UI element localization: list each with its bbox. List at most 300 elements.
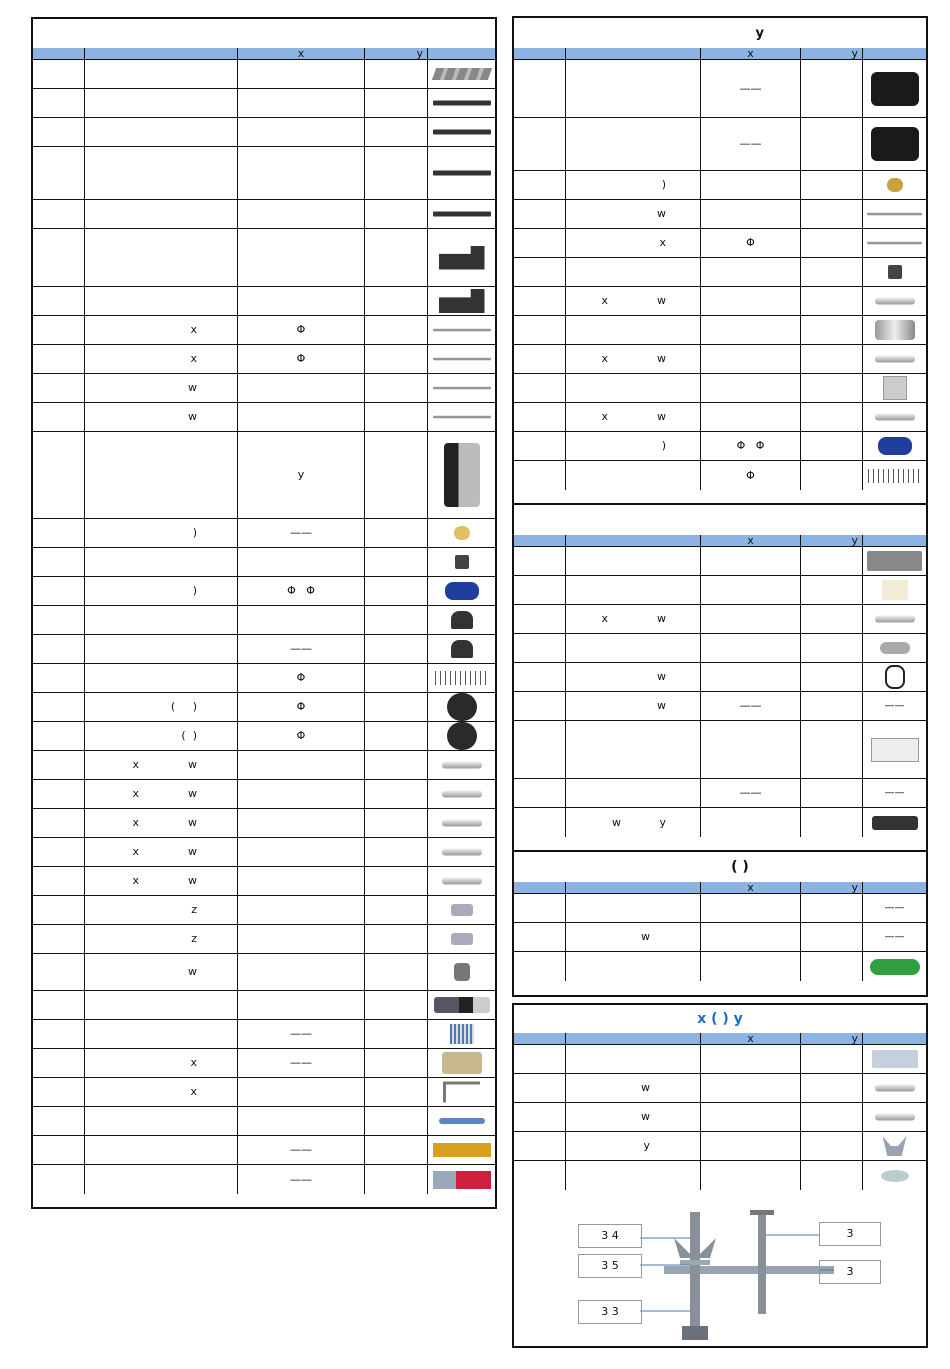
table-row xyxy=(514,692,926,721)
right_laser-header-cell xyxy=(701,882,801,893)
table-cell xyxy=(801,808,863,837)
table-cell xyxy=(801,779,863,807)
table-cell xyxy=(514,374,566,402)
left_table-header-cell xyxy=(428,48,495,59)
table-cell xyxy=(863,547,926,575)
table-row xyxy=(33,1107,495,1136)
table-cell xyxy=(566,952,701,981)
table-cell xyxy=(33,780,85,808)
table-cell xyxy=(238,896,365,924)
table-row xyxy=(514,287,926,316)
table-cell xyxy=(85,693,238,721)
table-cell xyxy=(701,721,801,778)
part-name: y xyxy=(643,1139,650,1152)
table-cell xyxy=(863,779,926,807)
table-cell xyxy=(238,925,365,953)
table-cell xyxy=(514,118,566,170)
part-spec: —— xyxy=(290,1056,312,1069)
table-cell xyxy=(801,287,863,315)
header-spec-label: x xyxy=(747,1033,754,1044)
table-cell xyxy=(238,200,365,228)
slot-plate-icon xyxy=(867,1050,922,1068)
right_top-header-cell xyxy=(514,48,566,59)
table-cell xyxy=(428,838,495,866)
table-cell xyxy=(566,258,701,286)
table-cell xyxy=(428,1136,495,1164)
table-row xyxy=(33,838,495,867)
table-cell xyxy=(428,664,495,692)
table-cell xyxy=(85,229,238,286)
part-name: x w xyxy=(132,758,197,771)
table-row xyxy=(514,1161,926,1190)
table-cell xyxy=(701,345,801,373)
table-cell xyxy=(863,258,926,286)
table-cell xyxy=(863,605,926,633)
table-cell xyxy=(428,954,495,990)
screw-icon xyxy=(867,298,922,305)
bits-icon xyxy=(432,1024,491,1044)
table-cell xyxy=(365,838,428,866)
table-cell xyxy=(801,721,863,778)
table-row xyxy=(514,171,926,200)
table-cell xyxy=(365,991,428,1019)
table-cell xyxy=(566,576,701,604)
table-cell xyxy=(428,374,495,402)
table-cell xyxy=(33,229,85,286)
table-cell xyxy=(33,519,85,547)
table-cell xyxy=(85,1107,238,1135)
part-name: x xyxy=(190,323,197,336)
profile-bar-icon xyxy=(432,101,491,106)
table-cell xyxy=(85,722,238,750)
table-cell xyxy=(701,287,801,315)
table-cell xyxy=(33,664,85,692)
screw-icon xyxy=(432,849,491,856)
part-name: ( ) xyxy=(181,729,197,742)
table-cell xyxy=(566,1103,701,1131)
part-name: x xyxy=(190,1085,197,1098)
part-name: w xyxy=(188,410,197,423)
table-cell xyxy=(863,200,926,228)
table-cell xyxy=(701,1161,801,1190)
part-name: z xyxy=(191,932,197,945)
table-cell xyxy=(365,780,428,808)
table-cell xyxy=(238,751,365,779)
table-cell xyxy=(428,896,495,924)
right-electronics-table xyxy=(512,503,928,852)
right_top-header-cell xyxy=(701,48,801,59)
screw-icon xyxy=(867,616,922,623)
table-row xyxy=(514,1045,926,1074)
table-cell xyxy=(365,403,428,431)
table-row xyxy=(33,991,495,1020)
table-cell xyxy=(701,923,801,951)
table-cell xyxy=(33,838,85,866)
cap-icon xyxy=(867,580,922,600)
table-cell xyxy=(428,577,495,605)
table-row xyxy=(33,548,495,577)
table-cell xyxy=(801,229,863,257)
part-spec: —— xyxy=(290,1027,312,1040)
table-row xyxy=(514,663,926,692)
part-name: w xyxy=(188,381,197,394)
table-cell xyxy=(863,1074,926,1102)
table-cell xyxy=(801,1074,863,1102)
table-cell xyxy=(238,403,365,431)
table-cell xyxy=(365,1078,428,1106)
table-cell xyxy=(33,751,85,779)
table-cell xyxy=(238,954,365,990)
diagram-label-4: 3 xyxy=(819,1222,881,1246)
table-cell xyxy=(365,896,428,924)
table-cell xyxy=(863,894,926,922)
table-cell xyxy=(33,722,85,750)
table-cell xyxy=(85,1078,238,1106)
part-spec: y xyxy=(297,468,305,481)
rod-icon xyxy=(432,387,491,390)
table-cell xyxy=(33,60,85,88)
table-row xyxy=(33,89,495,118)
left-table-title-row xyxy=(33,19,495,49)
table-row xyxy=(33,519,495,548)
knob-icon xyxy=(432,722,491,750)
offline-controller-icon xyxy=(867,738,922,762)
table-cell xyxy=(566,316,701,344)
table-row xyxy=(514,1074,926,1103)
table-cell xyxy=(514,171,566,199)
table-row xyxy=(514,60,926,118)
table-row xyxy=(33,809,495,838)
table-cell xyxy=(85,1049,238,1077)
table-row xyxy=(33,867,495,896)
table-cell xyxy=(801,1045,863,1073)
table-cell xyxy=(514,894,566,922)
table-cell xyxy=(863,692,926,720)
table-cell xyxy=(365,118,428,146)
table-cell xyxy=(85,1165,238,1194)
table-cell xyxy=(33,1078,85,1106)
dash-icon: —— xyxy=(884,787,905,799)
table-cell xyxy=(238,780,365,808)
table-cell xyxy=(365,345,428,373)
header-spec-label: x xyxy=(747,48,754,59)
table-cell xyxy=(514,258,566,286)
table-cell xyxy=(33,1136,85,1164)
bolt-head xyxy=(750,1210,774,1215)
table-cell xyxy=(566,808,701,837)
table-cell xyxy=(365,147,428,199)
screw-icon xyxy=(432,820,491,827)
table-cell xyxy=(85,635,238,663)
rod-icon xyxy=(432,416,491,419)
table-cell xyxy=(514,634,566,662)
right_laser-header-cell xyxy=(801,882,863,893)
table-cell xyxy=(85,548,238,576)
table-cell xyxy=(801,258,863,286)
table-cell xyxy=(801,60,863,117)
table-cell xyxy=(801,1103,863,1131)
table-cell xyxy=(801,634,863,662)
table-cell xyxy=(701,258,801,286)
table-cell xyxy=(85,374,238,402)
table-cell xyxy=(514,1045,566,1073)
table-cell xyxy=(863,403,926,431)
table-cell xyxy=(85,991,238,1019)
table-cell xyxy=(566,200,701,228)
table-cell xyxy=(85,751,238,779)
table-row xyxy=(33,896,495,925)
clip-icon xyxy=(867,642,922,654)
table-row xyxy=(33,287,495,316)
table-cell xyxy=(85,867,238,895)
table-cell xyxy=(85,89,238,117)
table-cell xyxy=(701,547,801,575)
table-cell xyxy=(801,200,863,228)
table-cell xyxy=(428,780,495,808)
part-spec: Φ xyxy=(296,671,306,684)
table-cell xyxy=(863,374,926,402)
table-cell xyxy=(428,548,495,576)
table-cell xyxy=(801,374,863,402)
table-row xyxy=(33,374,495,403)
goggles-icon xyxy=(867,959,922,975)
table-row xyxy=(33,635,495,664)
dash-icon: —— xyxy=(884,700,905,712)
table-cell xyxy=(33,991,85,1019)
table-cell xyxy=(238,1136,365,1164)
coupling-icon xyxy=(432,582,491,600)
part-name: ) xyxy=(661,178,666,191)
table-cell xyxy=(85,1136,238,1164)
table-row xyxy=(514,634,926,663)
part-name: x w xyxy=(132,816,197,829)
table-row xyxy=(514,808,926,837)
diagram-label-2: 3 5 xyxy=(578,1254,642,1278)
part-name: x w xyxy=(601,410,666,423)
table-cell xyxy=(85,345,238,373)
table-row xyxy=(514,721,926,779)
table-row xyxy=(514,894,926,923)
table-cell xyxy=(701,229,801,257)
left_table-header-cell xyxy=(85,48,238,59)
table-cell xyxy=(801,894,863,922)
table-row xyxy=(33,200,495,229)
table-cell xyxy=(428,1165,495,1194)
table-cell xyxy=(566,403,701,431)
table-cell xyxy=(566,229,701,257)
table-cell xyxy=(566,779,701,807)
table-cell xyxy=(701,576,801,604)
table-cell xyxy=(801,923,863,951)
table-cell xyxy=(514,345,566,373)
table-cell xyxy=(566,894,701,922)
clamp-plate xyxy=(664,1266,834,1274)
table-cell xyxy=(365,635,428,663)
table-cell xyxy=(428,751,495,779)
table-cell xyxy=(85,287,238,315)
table-cell xyxy=(85,664,238,692)
table-cell xyxy=(514,287,566,315)
table-cell xyxy=(863,171,926,199)
table-cell xyxy=(566,663,701,691)
table-cell xyxy=(863,923,926,951)
table-cell xyxy=(238,809,365,837)
table-cell xyxy=(428,316,495,344)
table-row xyxy=(514,605,926,634)
part-spec: Φ Φ xyxy=(287,584,315,597)
table-cell xyxy=(863,663,926,691)
part-name: ( ) xyxy=(170,700,197,713)
table-cell xyxy=(238,229,365,286)
table-row xyxy=(33,345,495,374)
table-cell xyxy=(365,519,428,547)
table-cell xyxy=(33,1020,85,1048)
profile-bar-icon xyxy=(432,212,491,217)
table-cell xyxy=(801,461,863,490)
screw-icon xyxy=(432,878,491,885)
table-row xyxy=(514,1132,926,1161)
laser-title: ( ) xyxy=(731,859,749,875)
table-cell xyxy=(365,1020,428,1048)
right_bottom-header-cell xyxy=(863,1033,926,1044)
table-cell xyxy=(514,316,566,344)
table-cell xyxy=(566,721,701,778)
table-cell xyxy=(701,692,801,720)
spring-icon xyxy=(867,469,922,483)
table-cell xyxy=(701,171,801,199)
table-row xyxy=(514,1103,926,1132)
header-spec-label: x xyxy=(747,535,754,546)
brass-nut-icon xyxy=(867,178,922,192)
dash-icon: —— xyxy=(884,902,905,914)
table-cell xyxy=(85,925,238,953)
table-cell xyxy=(238,316,365,344)
table-cell xyxy=(365,664,428,692)
table-row xyxy=(514,345,926,374)
table-cell xyxy=(566,1132,701,1160)
table-cell xyxy=(801,118,863,170)
table-cell xyxy=(701,403,801,431)
tape-icon xyxy=(432,1143,491,1157)
part-name: ) xyxy=(192,526,197,539)
table-cell xyxy=(365,577,428,605)
table-row xyxy=(33,1136,495,1165)
part-name: z xyxy=(191,903,197,916)
table-cell xyxy=(566,118,701,170)
table-cell xyxy=(863,316,926,344)
diagram-label-3: 3 3 xyxy=(578,1300,642,1324)
table-cell xyxy=(85,780,238,808)
profile-bar-icon xyxy=(432,130,491,135)
hex-keys-icon xyxy=(432,1082,491,1103)
t-nut-icon xyxy=(432,904,491,916)
table-cell xyxy=(701,952,801,981)
table-row xyxy=(33,60,495,89)
table-cell xyxy=(365,1049,428,1077)
table-cell xyxy=(85,403,238,431)
table-cell xyxy=(701,1045,801,1073)
table-row xyxy=(33,1020,495,1049)
table-cell xyxy=(33,1165,85,1194)
part-spec: Φ xyxy=(296,352,306,365)
table-cell xyxy=(365,606,428,634)
table-cell xyxy=(33,403,85,431)
table-cell xyxy=(863,721,926,778)
table-row xyxy=(514,547,926,576)
part-name: x xyxy=(190,1056,197,1069)
header-spec-label: x xyxy=(747,882,754,893)
right_laser-header-row xyxy=(514,882,926,894)
table-cell xyxy=(801,576,863,604)
table-cell xyxy=(33,345,85,373)
table-cell xyxy=(365,1107,428,1135)
table-cell xyxy=(566,461,701,490)
table-cell xyxy=(238,147,365,199)
part-name: x xyxy=(190,352,197,365)
table-row xyxy=(33,403,495,432)
table-cell xyxy=(33,606,85,634)
table-cell xyxy=(365,316,428,344)
bearing-block-icon xyxy=(432,611,491,629)
table-cell xyxy=(238,548,365,576)
table-cell xyxy=(801,663,863,691)
block-icon xyxy=(867,265,922,279)
table-row xyxy=(33,693,495,722)
part-name: w xyxy=(188,965,197,978)
part-name: x w xyxy=(601,352,666,365)
part-spec: Φ xyxy=(296,323,306,336)
table-cell xyxy=(33,1049,85,1077)
right-mid-title-row xyxy=(514,505,926,536)
table-cell xyxy=(863,576,926,604)
table-cell xyxy=(33,548,85,576)
table-row xyxy=(33,432,495,519)
table-row xyxy=(33,316,495,345)
table-cell xyxy=(428,991,495,1019)
table-cell xyxy=(428,1020,495,1048)
table-cell xyxy=(365,432,428,518)
table-cell xyxy=(428,147,495,199)
part-spec: Φ xyxy=(296,729,306,742)
header-qty-label: y xyxy=(851,535,858,546)
table-row xyxy=(33,1078,495,1107)
part-spec: —— xyxy=(290,1172,312,1186)
table-row xyxy=(33,606,495,635)
rod-icon xyxy=(867,213,922,216)
table-cell xyxy=(514,461,566,490)
table-cell xyxy=(863,808,926,837)
table-cell xyxy=(566,432,701,460)
table-cell xyxy=(701,118,801,170)
header-qty-label: y xyxy=(416,48,423,59)
right_laser-header-cell xyxy=(566,882,701,893)
bracket-plate-icon xyxy=(432,289,491,313)
table-cell xyxy=(238,287,365,315)
table-cell xyxy=(428,200,495,228)
wing-nut-icon xyxy=(867,1136,922,1156)
table-cell xyxy=(238,1107,365,1135)
table-row xyxy=(33,664,495,693)
tool-kit-icon xyxy=(432,997,491,1013)
table-cell xyxy=(365,60,428,88)
table-cell xyxy=(701,60,801,117)
table-cell xyxy=(701,1103,801,1131)
table-cell xyxy=(238,1049,365,1077)
part-spec: Φ xyxy=(746,468,755,482)
hex-nut-shape xyxy=(682,1326,708,1340)
table-cell xyxy=(85,577,238,605)
part-spec: —— xyxy=(290,642,312,655)
